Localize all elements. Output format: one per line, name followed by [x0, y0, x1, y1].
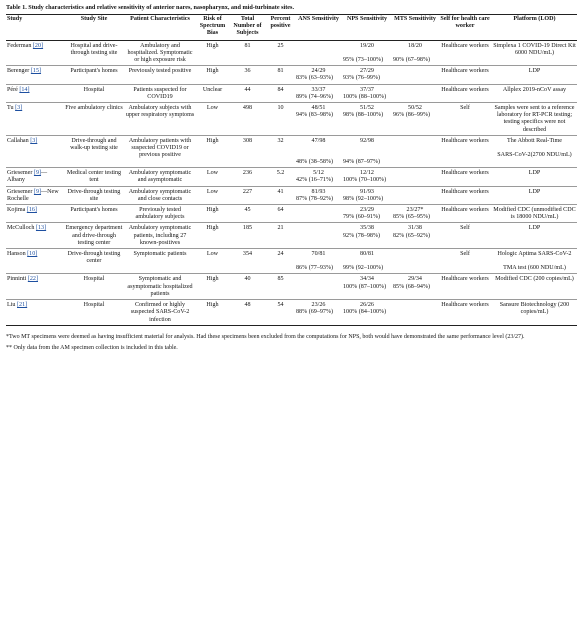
cell-percent: 85 [277, 276, 284, 283]
ans-count: 48/51 [311, 105, 326, 112]
cell-total: 185 [242, 225, 253, 232]
cell-risk: High [206, 225, 219, 232]
cell-self: Healthcare workers [441, 276, 489, 283]
cell-mts [392, 249, 438, 274]
nps-percent: 93% (76–99%) [343, 75, 381, 82]
table-row [6, 135, 577, 167]
cell-site: Drive-through and walk-up testing site [70, 137, 118, 152]
cell-nps [342, 103, 392, 136]
cell-percent: 5.2 [276, 170, 285, 177]
platform-line-1: Modified CDC (200 copies/mL) [495, 276, 574, 283]
nps-count: 27/29 [360, 68, 374, 75]
mts-percent: 90% (67–98%) [393, 56, 431, 63]
study-reference-link[interactable]: [3] [15, 105, 23, 112]
header-percent: Percent positive [266, 15, 295, 41]
study-name: Griesemer [7, 170, 33, 177]
study-reference-link[interactable]: [14] [19, 86, 30, 93]
header-risk: Risk of Spectrum Bias [196, 15, 229, 41]
cell-nps [342, 274, 392, 300]
table-body [6, 40, 577, 325]
cell-site: Participant's homes [70, 68, 118, 75]
ans-percent: 94% (83–98%) [296, 112, 334, 119]
study-reference-link[interactable]: [9] [33, 188, 42, 195]
mts-count: 31/38 [408, 225, 422, 232]
nps-percent: 100% (84–100%) [343, 309, 387, 316]
ans-count: 47/98 [311, 137, 326, 144]
cell-patients: Ambulatory symptomatic patients, including 27 known-positives [128, 225, 192, 246]
cell-site: Drive-through testing center [67, 251, 121, 265]
cell-mts [392, 103, 438, 136]
mts-percent: 85% (65–95%) [393, 214, 431, 221]
platform-line-1: Modified CDC (unmodified CDC is 18000 NDU/mL) [493, 207, 576, 221]
nps-percent: 100% (88–100%) [343, 93, 387, 100]
cell-mts [392, 223, 438, 249]
footnotes [6, 334, 577, 353]
cell-total: 236 [242, 170, 253, 177]
study-name: Griesemer [7, 188, 33, 195]
cell-patients: Confirmed or highly suspected SARS-CoV-2 infection [130, 302, 190, 323]
cell-mts [392, 40, 438, 66]
ans-count: 23/26 [311, 302, 326, 309]
cell-platform [492, 66, 577, 84]
ans-percent: 86% (77–93%) [296, 265, 334, 272]
cell-site: Drive-through testing site [67, 188, 121, 202]
table-row [6, 84, 577, 102]
nps-percent: 92% (78–98%) [343, 232, 381, 239]
cell-risk: High [206, 302, 219, 309]
cell-risk: Unclear [202, 86, 223, 93]
cell-percent: 32 [277, 137, 284, 144]
cell-total: 44 [244, 86, 251, 93]
study-reference-link[interactable]: [9] [33, 170, 42, 177]
nps-count: 51/52 [360, 105, 374, 112]
cell-nps [342, 186, 392, 204]
cell-platform [492, 103, 577, 136]
header-self: Self for health care worker [438, 15, 492, 41]
study-name: Callahan [7, 137, 29, 144]
mts-percent: 96% (86–99%) [393, 112, 431, 119]
cell-risk: Low [206, 170, 219, 177]
cell-percent: 64 [277, 207, 284, 214]
cell-risk: High [206, 42, 219, 49]
cell-study [6, 274, 64, 300]
ans-percent: 87% (78–92%) [296, 195, 334, 202]
cell-patients: Ambulatory and hospitalized. Symptomatic or high exposure risk [127, 42, 193, 64]
nps-count: 34/34 [360, 276, 374, 283]
nps-count: 91/93 [360, 188, 374, 195]
platform-line-1: Allplex 2019-nCoV assay [502, 86, 567, 93]
cell-ans [295, 103, 342, 136]
cell-nps [342, 40, 392, 66]
cell-ans [295, 274, 342, 300]
table-row [6, 274, 577, 300]
nps-count: 35/38 [360, 225, 374, 232]
ans-count: 24/29 [311, 68, 326, 75]
nps-percent: 99% (92–100%) [343, 265, 384, 272]
table-row [6, 168, 577, 186]
mts-percent: 85% (68–94%) [393, 283, 431, 290]
platform-line-1: LDP [528, 68, 541, 75]
study-name: Liu [7, 302, 16, 309]
cell-ans [295, 300, 342, 326]
table-row [6, 103, 577, 136]
nps-percent: 95% (73–100%) [343, 56, 384, 63]
study-name: McCulloch [7, 225, 35, 232]
platform-line-1: LDP [528, 170, 541, 177]
study-name: Hanson [7, 251, 26, 258]
cell-total: 48 [244, 302, 251, 309]
study-suffix: —Albany [7, 170, 48, 184]
study-name: Péré [7, 86, 18, 93]
footnote-2: ** Only data from the AM specimen collection is included in this table. [6, 345, 178, 352]
cell-study [6, 135, 64, 167]
nps-count: 92/98 [360, 137, 374, 144]
cell-percent: 10 [277, 105, 284, 112]
ans-count: 5/12 [313, 170, 324, 177]
platform-line-2: SARS-CoV-2(2700 NDU/mL) [497, 152, 572, 159]
study-characteristics-table [6, 14, 577, 326]
cell-risk: High [206, 68, 219, 75]
study-name: Kojima [7, 207, 26, 214]
mts-count: 50/52 [408, 105, 422, 112]
ans-percent: 42% (16–71%) [296, 177, 334, 184]
cell-mts [392, 168, 438, 186]
cell-risk: High [206, 207, 219, 214]
table-row [6, 66, 577, 84]
cell-ans [295, 223, 342, 249]
header-study: Study [6, 15, 64, 41]
table-row [6, 249, 577, 274]
nps-count: 12/12 [360, 170, 374, 177]
cell-risk: Low [206, 188, 219, 195]
header-total: Total Number of Subjects [229, 15, 266, 41]
nps-percent: 98% (88–100%) [343, 112, 384, 119]
cell-self: Healthcare workers [441, 86, 489, 93]
cell-self: Healthcare workers [441, 137, 489, 144]
nps-count: 26/26 [360, 302, 374, 309]
table-row [6, 300, 577, 326]
ans-percent: 88% (69–97%) [296, 309, 334, 316]
nps-count: 19/20 [360, 42, 374, 49]
table-header-row [6, 15, 577, 41]
cell-total: 36 [244, 68, 251, 75]
platform-line-1: LDP [528, 225, 541, 232]
header-site: Study Site [64, 15, 124, 41]
cell-ans [295, 135, 342, 167]
table-row [6, 40, 577, 66]
study-name: Tu [7, 105, 14, 112]
nps-percent: 100% (87–100%) [343, 283, 387, 290]
cell-site: Hospital [83, 302, 105, 309]
cell-mts [392, 205, 438, 223]
cell-total: 354 [242, 251, 253, 258]
cell-total: 498 [242, 105, 253, 112]
cell-platform [492, 40, 577, 66]
cell-study [6, 223, 64, 249]
cell-site: Participant's homes [70, 207, 118, 214]
cell-platform [492, 205, 577, 223]
mts-count: 29/34 [408, 276, 422, 283]
cell-percent: 84 [277, 86, 284, 93]
cell-ans [295, 84, 342, 102]
cell-self: Self [460, 105, 470, 112]
header-patients: Patient Characteristics [124, 15, 196, 41]
nps-percent: 98% (92–100%) [343, 195, 384, 202]
cell-ans [295, 168, 342, 186]
cell-nps [342, 205, 392, 223]
cell-patients: Previously tested positive [128, 68, 192, 75]
header-ans: ANS Sensitivity [295, 15, 342, 41]
ans-count: 33/37 [311, 86, 326, 93]
cell-nps [342, 300, 392, 326]
cell-platform [492, 249, 577, 274]
cell-nps [342, 223, 392, 249]
cell-risk: High [206, 137, 219, 144]
cell-total: 40 [244, 276, 251, 283]
study-reference-link[interactable]: [13] [35, 225, 47, 232]
cell-nps [342, 249, 392, 274]
cell-patients: Ambulatory symptomatic and close contacts [128, 188, 192, 202]
cell-risk: Low [206, 251, 219, 258]
footnote-1: *Two MT specimens were deemed as having insufficient material for analysis. Had these specimens been excluded from the computations for NPS, both would have demonstrated the same performance level (23/27). [6, 333, 525, 340]
header-nps: NPS Sensitivity [342, 15, 392, 41]
nps-percent: 79% (60–91%) [343, 214, 381, 221]
nps-percent: 100% (70–100%) [343, 177, 387, 184]
platform-line-1: Sansure Biotechnology (200 copies/mL) [499, 302, 570, 316]
cell-self: Healthcare workers [441, 68, 489, 75]
nps-count: 37/37 [360, 86, 374, 93]
cell-percent: 25 [277, 42, 284, 49]
table-row [6, 223, 577, 249]
cell-platform [492, 300, 577, 326]
cell-nps [342, 135, 392, 167]
cell-mts [392, 66, 438, 84]
cell-patients: Ambulatory patients with suspected COVID19 or previous positive [128, 137, 192, 159]
mts-count: 18/20 [408, 42, 422, 49]
study-reference-link[interactable]: [15] [30, 68, 42, 75]
cell-patients: Ambulatory symptomatic and asymptomatic [128, 170, 192, 184]
cell-platform [492, 223, 577, 249]
study-reference-link[interactable]: [3] [30, 137, 38, 144]
platform-line-1: Simplexa 1 COVID-19 Direct Kit 6000 NDU/mL) [493, 42, 576, 56]
cell-ans [295, 40, 342, 66]
nps-count: 23/29 [360, 207, 374, 214]
cell-mts [392, 300, 438, 326]
platform-line-1: Samples were sent to a reference laboratory for RT-PCR testing; testing specifics were not described [494, 105, 575, 133]
cell-self: Self [460, 225, 470, 232]
cell-study [6, 186, 64, 204]
study-reference-link[interactable]: [16] [26, 207, 37, 214]
study-reference-link[interactable]: [20] [32, 42, 44, 49]
study-reference-link[interactable]: [21] [17, 302, 28, 309]
cell-total: 81 [244, 42, 251, 49]
cell-mts [392, 135, 438, 167]
cell-risk: High [206, 276, 219, 283]
cell-ans [295, 205, 342, 223]
cell-site: Hospital [83, 276, 105, 283]
cell-nps [342, 168, 392, 186]
platform-line-1: The Abbott Real-Time [507, 137, 562, 144]
platform-line-2: TMA test (600 NDU/mL) [503, 265, 566, 272]
cell-percent: 24 [277, 251, 284, 258]
cell-mts [392, 274, 438, 300]
cell-site: Hospital [83, 86, 105, 93]
cell-study [6, 168, 64, 186]
cell-site: Emergency department and drive-through testing center [65, 225, 123, 246]
cell-study [6, 249, 64, 274]
cell-patients: Previously tested ambulatory subjects [135, 207, 185, 221]
cell-platform [492, 84, 577, 102]
cell-ans [295, 186, 342, 204]
cell-platform [492, 186, 577, 204]
table-caption: Table 1. Study characteristics and relative sensitivity of anterior nares, nasopharynx, and mid-turbinate sites. [6, 4, 295, 11]
cell-patients: Symptomatic and asymptomatic hospitalized patients [127, 276, 193, 297]
cell-study [6, 66, 64, 84]
cell-study [6, 300, 64, 326]
ans-percent: 48% (38–58%) [296, 159, 334, 166]
platform-line-1: LDP [528, 188, 541, 195]
study-name: Berenger [7, 68, 30, 75]
cell-nps [342, 84, 392, 102]
table-row [6, 205, 577, 223]
cell-patients: Ambulatory subjects with upper respiratory symptoms [125, 105, 195, 119]
nps-percent: 94% (87–97%) [343, 159, 381, 166]
cell-self: Self [460, 251, 470, 258]
cell-total: 227 [242, 188, 253, 195]
study-name: Pinninti [7, 276, 27, 283]
cell-platform [492, 274, 577, 300]
cell-platform [492, 135, 577, 167]
cell-site: Hospital and drive-through testing site [70, 42, 118, 56]
cell-study [6, 40, 64, 66]
cell-site: Five ambulatory clinics [65, 105, 123, 112]
header-mts: MTS Sensitivity [392, 15, 438, 41]
ans-count: 70/81 [311, 251, 326, 258]
cell-self: Healthcare workers [441, 170, 489, 177]
cell-ans [295, 249, 342, 274]
study-name: Federman [7, 42, 32, 49]
mts-count: 23/27* [406, 207, 424, 214]
cell-study [6, 103, 64, 136]
cell-ans [295, 66, 342, 84]
ans-count: 81/93 [311, 188, 326, 195]
cell-percent: 54 [277, 302, 284, 309]
nps-count: 80/81 [360, 251, 374, 258]
study-suffix: —New Rochelle [7, 188, 59, 202]
study-reference-link[interactable]: [10] [27, 251, 38, 258]
cell-total: 45 [244, 207, 251, 214]
ans-percent: 89% (74–96%) [296, 93, 334, 100]
cell-self: Healthcare workers [441, 302, 489, 309]
cell-site: Medical center testing tent [66, 170, 122, 184]
cell-patients: Symptomatic patients [133, 251, 187, 258]
cell-risk: Low [206, 105, 219, 112]
cell-self: Healthcare workers [441, 42, 489, 49]
cell-self: Healthcare workers [441, 188, 489, 195]
cell-mts [392, 186, 438, 204]
platform-line-1: Hologic Aptima SARS-CoV-2 [497, 251, 572, 258]
mts-percent: 82% (65–92%) [393, 232, 431, 239]
cell-study [6, 205, 64, 223]
cell-percent: 81 [277, 68, 284, 75]
cell-percent: 21 [277, 225, 284, 232]
cell-self: Healthcare workers [441, 207, 489, 214]
study-reference-link[interactable]: [22] [27, 276, 38, 283]
cell-total: 308 [242, 137, 253, 144]
table-row [6, 186, 577, 204]
cell-patients: Patients suspected for COVID19 [133, 86, 187, 100]
header-platform: Platform (LOD) [492, 15, 577, 41]
cell-nps [342, 66, 392, 84]
cell-mts [392, 84, 438, 102]
cell-percent: 41 [277, 188, 284, 195]
ans-percent: 83% (63–93%) [296, 75, 334, 82]
cell-platform [492, 168, 577, 186]
cell-study [6, 84, 64, 102]
